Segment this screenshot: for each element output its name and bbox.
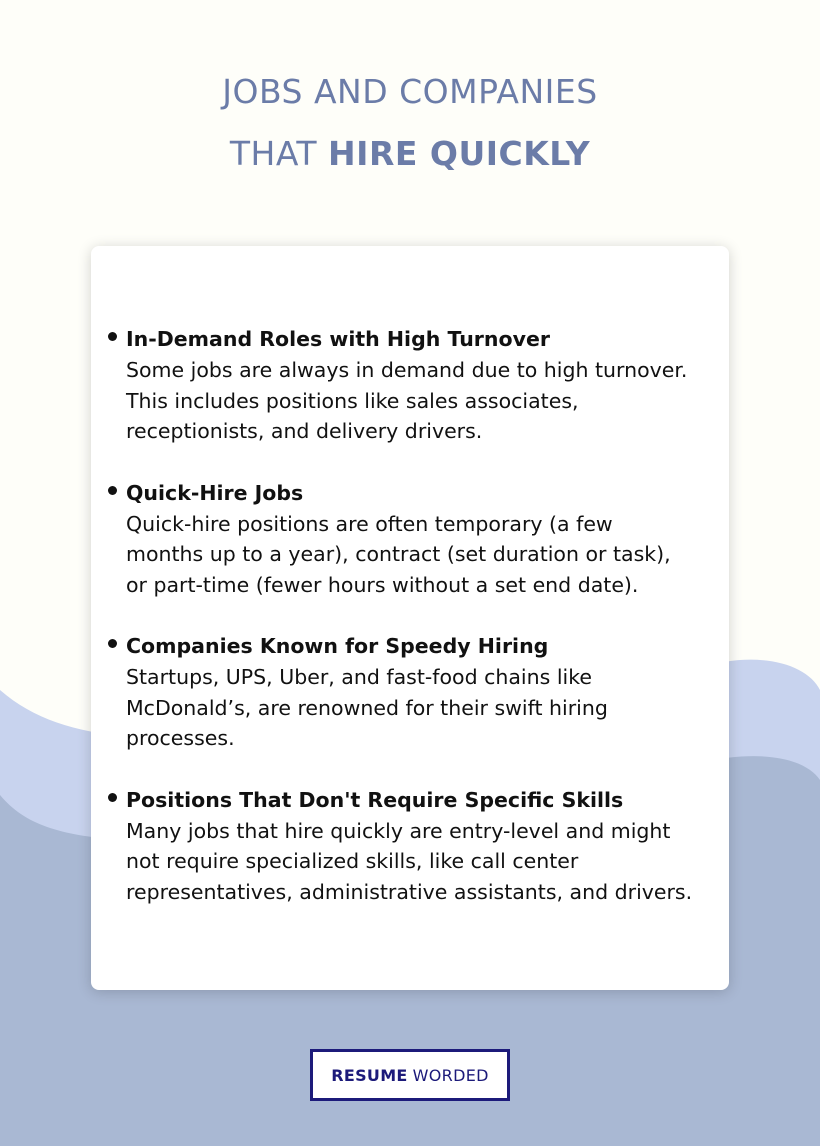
item-title: Quick-Hire Jobs	[126, 480, 304, 505]
item-body: Many jobs that hire quickly are entry-level and might not require specialized skills, like call center representatives, administrative assistants, and drivers.	[126, 818, 693, 904]
item-body: Startups, UPS, Uber, and fast-food chains like McDonald’s, are renowned for their swift hiring processes.	[126, 665, 608, 750]
bullet-icon	[108, 639, 117, 648]
logo-bold-text: RESUME	[331, 1065, 408, 1085]
content-card	[91, 246, 729, 990]
list-item	[91, 785, 729, 908]
bullet-icon	[108, 793, 117, 802]
page-title-line-2	[0, 134, 820, 173]
list-item	[91, 631, 729, 754]
item-body: Quick-hire positions are often temporary (a few months up to a year), contract (set duration or task), or part-time (fewer hours without a set end date).	[126, 511, 671, 597]
item-body: Some jobs are always in demand due to high turnover. This includes positions like sales associates, receptionists, and delivery drivers.	[126, 358, 688, 443]
item-title: Positions That Don't Require Specific Skills	[126, 787, 624, 812]
bullet-icon	[108, 486, 117, 495]
title-bold-text: HIRE QUICKLY	[328, 134, 591, 173]
list-item	[91, 478, 729, 601]
bullet-list	[91, 324, 729, 938]
logo-light-text: WORDED	[412, 1065, 489, 1085]
bullet-icon	[108, 332, 117, 341]
list-item	[91, 324, 729, 447]
resume-worded-logo[interactable]	[310, 1049, 510, 1101]
item-title: In-Demand Roles with High Turnover	[126, 327, 550, 351]
item-title: Companies Known for Speedy Hiring	[126, 634, 549, 658]
title-light-text: THAT	[229, 134, 318, 173]
page-title-line-1: JOBS AND COMPANIES	[222, 72, 598, 111]
